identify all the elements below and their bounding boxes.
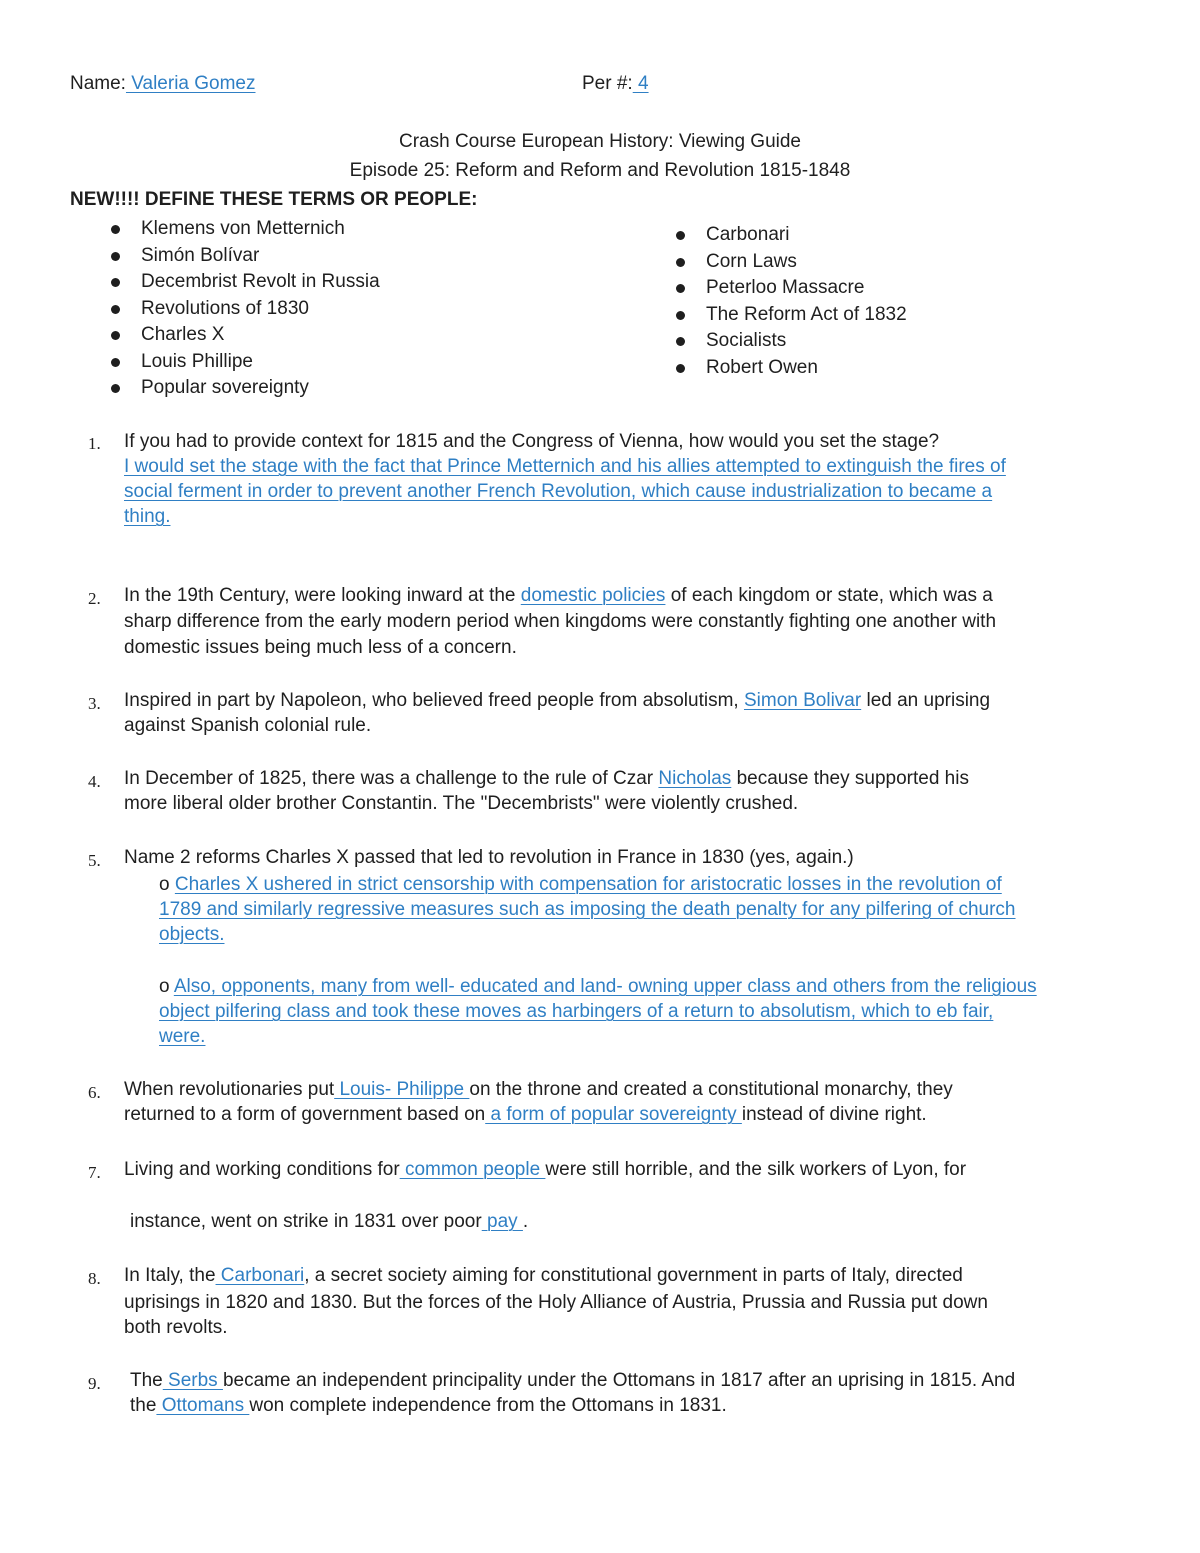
question-number: 5. [88,851,101,870]
terms-heading: NEW!!!! DEFINE THESE TERMS OR PEOPLE: [70,189,478,210]
question-number: 2. [88,589,101,608]
answer-blank[interactable]: domestic policies [520,585,666,606]
list-item: The Reform Act of 1832 [672,302,907,329]
question-text: In the 19th Century, were looking inward at the domestic policies of each kingdom or state, which was a [124,585,993,606]
question-text: When revolutionaries put Louis- Philippe on the throne and created a constitutional monarchy, they [124,1079,953,1100]
answer-blank[interactable]: pay [481,1211,523,1232]
answer-line[interactable]: thing. [124,506,171,527]
question-text: domestic issues being much less of a concern. [124,637,517,658]
answer-blank[interactable]: a form of popular sovereignty [485,1104,742,1125]
question-number: 4. [88,772,101,791]
question-number: 9. [88,1374,101,1393]
circle-bullet-icon: o [159,874,170,895]
list-item: Revolutions of 1830 [107,296,380,323]
answer-line[interactable]: 1789 and similarly regressive measures such as imposing the death penalty for any pilfering of church [159,899,1016,920]
name-value[interactable]: Valeria Gomez [125,73,256,94]
question-text: uprisings in 1820 and 1830. But the forces of the Holy Alliance of Austria, Prussia and Russia put down [124,1292,988,1313]
list-item: Louis Phillipe [107,349,380,376]
bullet-icon [111,384,120,393]
guide-title: Crash Course European History: Viewing Guide [398,131,801,152]
period-value[interactable]: 4 [632,73,649,94]
question-text: instance, went on strike in 1831 over poor pay . [130,1211,529,1232]
answer-blank[interactable]: Ottomans [156,1395,250,1416]
bullet-icon [111,225,120,234]
period-label: Per #: [582,73,633,94]
question-text: both revolts. [124,1317,228,1338]
question-number: 3. [88,694,101,713]
bullet-icon [111,358,120,367]
list-item: Corn Laws [672,249,907,276]
answer-blank[interactable]: Serbs [162,1370,223,1391]
question-text: against Spanish colonial rule. [124,715,372,736]
circle-bullet-icon: o [159,976,170,997]
question-text: sharp difference from the early modern period when kingdoms were constantly fighting one another with [124,611,997,632]
bullet-icon [676,311,685,320]
answer-blank[interactable]: Carbonari [215,1265,305,1286]
name-label: Name: [70,73,126,94]
period-line [582,73,649,95]
answer-line[interactable]: social ferment in order to prevent another French Revolution, which cause industrialization to became a [124,481,993,502]
list-item: Popular sovereignty [107,375,380,402]
answer-line[interactable]: o Charles X ushered in strict censorship with compensation for aristocratic losses in the revolution of [159,874,1002,895]
terms-list-right [672,222,907,381]
bullet-icon [111,252,120,261]
question-text: Living and working conditions for common people were still horrible, and the silk workers of Lyon, for [124,1159,967,1180]
question-text: more liberal older brother Constantin. The "Decembrists" were violently crushed. [124,793,799,814]
bullet-icon [676,284,685,293]
bullet-icon [676,258,685,267]
question-text: In December of 1825, there was a challenge to the rule of Czar Nicholas because they supported his [124,768,969,789]
list-item: Simón Bolívar [107,243,380,270]
question-text: the Ottomans won complete independence from the Ottomans in 1831. [130,1395,727,1416]
question-number: 8. [88,1269,101,1288]
question-text: returned to a form of government based on a form of popular sovereignty instead of divine right. [124,1104,927,1125]
question-number: 6. [88,1083,101,1102]
episode-title: Episode 25: Reform and Reform and Revolution 1815-1848 [349,160,851,181]
bullet-icon [676,364,685,373]
list-item: Socialists [672,328,907,355]
list-item: Robert Owen [672,355,907,382]
list-item: Charles X [107,322,380,349]
question-text: In Italy, the Carbonari, a secret society aiming for constitutional government in parts of Italy, directed [124,1265,963,1286]
bullet-icon [111,331,120,340]
bullet-icon [111,278,120,287]
question-text: Name 2 reforms Charles X passed that led to revolution in France in 1830 (yes, again.) [124,847,854,868]
list-item: Peterloo Massacre [672,275,907,302]
list-item: Carbonari [672,222,907,249]
answer-line[interactable]: o Also, opponents, many from well- educated and land- owning upper class and others from the religious [159,976,1037,997]
name-line [70,73,256,95]
answer-line[interactable]: object pilfering class and took these moves as harbingers of a return to absolutism, which to eb fair, [159,1001,994,1022]
bullet-icon [111,305,120,314]
question-text: The Serbs became an independent principality under the Ottomans in 1817 after an uprising in 1815. And [130,1370,1016,1391]
answer-line[interactable]: objects. [159,924,225,945]
answer-blank[interactable]: Louis- Philippe [334,1079,470,1100]
list-item: Klemens von Metternich [107,216,380,243]
answer-line[interactable]: were. [159,1026,206,1047]
list-item: Decembrist Revolt in Russia [107,269,380,296]
answer-line[interactable]: I would set the stage with the fact that Prince Metternich and his allies attempted to extinguish the fires of [124,456,1006,477]
bullet-icon [676,231,685,240]
answer-blank[interactable]: Simon Bolivar [743,690,862,711]
question-text: Inspired in part by Napoleon, who believed freed people from absolutism, Simon Bolivar led an uprising [124,690,991,711]
question-number: 7. [88,1163,101,1182]
question-text: If you had to provide context for 1815 and the Congress of Vienna, how would you set the stage? [124,431,940,452]
terms-list-left [107,216,380,402]
answer-blank[interactable]: common people [399,1159,546,1180]
bullet-icon [676,337,685,346]
question-number: 1. [88,434,101,453]
answer-blank[interactable]: Nicholas [658,768,732,789]
